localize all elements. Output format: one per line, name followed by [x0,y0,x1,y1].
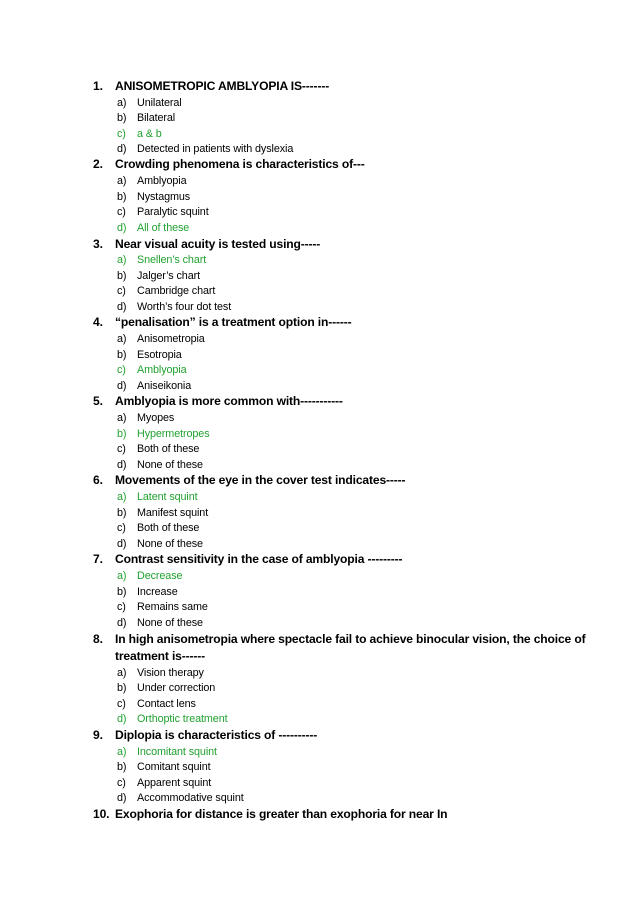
question-number: 3. [93,237,103,251]
option-letter: c) [117,128,126,140]
question-number: 10. [93,807,110,821]
option-4c-correct [117,363,187,377]
option-8c [117,697,196,711]
option-letter: d) [117,459,127,471]
option-text: Comitant squint [137,761,211,773]
option-3d [117,300,231,314]
option-1a [117,96,182,110]
option-text: None of these [137,459,203,471]
option-text: Accommodative squint [137,792,244,804]
option-text: Decrease [137,570,183,582]
option-letter: a) [117,570,127,582]
option-letter: a) [117,491,127,503]
option-5a [117,411,174,425]
question-8 [93,631,608,665]
option-text: Contact lens [137,698,196,710]
option-3b [117,269,200,283]
option-letter: b) [117,586,127,598]
option-text: Jalger’s chart [137,270,201,282]
option-4d [117,379,191,393]
option-text: Amblyopia [137,175,187,187]
question-text: Near visual acuity is tested using----- [115,237,321,251]
option-text: Snellen’s chart [137,254,207,266]
option-text: Amblyopia [137,364,187,376]
question-number: 7. [93,552,103,566]
option-letter: a) [117,667,127,679]
option-letter: d) [117,617,127,629]
option-7d [117,616,203,630]
option-3a-correct [117,253,206,267]
option-4a [117,332,205,346]
option-9b [117,760,211,774]
option-letter: c) [117,285,126,297]
question-9 [93,726,608,744]
option-letter: a) [117,175,127,187]
option-2a [117,174,187,188]
option-4b [117,348,182,362]
question-number: 9. [93,728,103,742]
question-6 [93,471,608,489]
option-1d [117,142,293,156]
option-text: Worth’s four dot test [137,301,232,313]
option-text: Remains same [137,601,208,613]
option-text: Vision therapy [137,667,204,679]
option-letter: c) [117,443,126,455]
option-1c-correct [117,127,162,141]
question-number: 5. [93,394,103,408]
option-letter: b) [117,507,127,519]
option-letter: c) [117,206,126,218]
question-text: ANISOMETROPIC AMBLYOPIA IS------- [115,79,330,93]
option-text: Apparent squint [137,777,212,789]
option-text: Nystagmus [137,191,191,203]
option-text: Anisometropia [137,333,205,345]
option-letter: b) [117,761,127,773]
option-text: a & b [137,128,162,140]
option-letter: a) [117,746,127,758]
question-number: 6. [93,473,103,487]
question-text: Crowding phenomena is characteristics of--- [115,157,365,171]
question-number: 2. [93,157,103,171]
question-text: Contrast sensitivity in the case of amblyopia --------- [115,552,403,566]
option-letter: a) [117,254,127,266]
option-text: Under correction [137,682,216,694]
option-text: Myopes [137,412,175,424]
option-letter: d) [117,143,127,155]
option-letter: b) [117,191,127,203]
option-text: Esotropia [137,349,182,361]
question-number: 8. [93,632,103,646]
option-text: Paralytic squint [137,206,209,218]
option-6d [117,537,203,551]
option-text: Both of these [137,522,200,534]
option-text: None of these [137,538,203,550]
option-5b-correct [117,427,210,441]
option-2c [117,205,209,219]
option-letter: c) [117,777,126,789]
question-3 [93,235,608,253]
option-letter: a) [117,412,127,424]
option-5c [117,442,199,456]
question-text: In high anisometropia where spectacle fail to achieve binocular vision, the choice of treatment is------ [115,632,586,663]
option-letter: b) [117,428,127,440]
option-letter: c) [117,698,126,710]
question-number: 1. [93,79,103,93]
question-5 [93,392,608,410]
option-2d-correct [117,221,189,235]
option-7b [117,585,178,599]
option-6c [117,521,199,535]
option-7c [117,600,208,614]
option-letter: d) [117,792,127,804]
option-text: Orthoptic treatment [137,713,228,725]
option-3c [117,284,215,298]
question-number: 4. [93,315,103,329]
option-letter: c) [117,601,126,613]
option-letter: b) [117,270,127,282]
option-letter: a) [117,333,127,345]
option-letter: b) [117,112,127,124]
option-letter: b) [117,349,127,361]
option-letter: d) [117,301,127,313]
question-10 [93,805,608,823]
question-2 [93,155,608,173]
option-letter: c) [117,364,126,376]
option-letter: d) [117,538,127,550]
option-text: Bilateral [137,112,176,124]
question-text: Diplopia is characteristics of ---------- [115,728,318,742]
option-1b [117,111,175,125]
option-8d-correct [117,712,228,726]
question-text: “penalisation” is a treatment option in------ [115,315,352,329]
option-letter: a) [117,97,127,109]
option-2b [117,190,190,204]
option-text: Incomitant squint [137,746,217,758]
question-text: Exophoria for distance is greater than exophoria for near In [115,807,448,821]
option-text: Latent squint [137,491,198,503]
question-4 [93,313,608,331]
question-text: Movements of the eye in the cover test indicates----- [115,473,406,487]
option-6b [117,506,208,520]
option-text: Hypermetropes [137,428,210,440]
option-6a-correct [117,490,198,504]
option-5d [117,458,203,472]
option-text: Detected in patients with dyslexia [137,143,294,155]
option-text: None of these [137,617,203,629]
question-1 [93,77,608,95]
option-letter: c) [117,522,126,534]
option-8b [117,681,215,695]
option-letter: b) [117,682,127,694]
option-text: Unilateral [137,97,182,109]
option-8a [117,666,204,680]
option-letter: d) [117,380,127,392]
option-text: Manifest squint [137,507,209,519]
option-9d [117,791,244,805]
option-9a-correct [117,745,217,759]
question-text: Amblyopia is more common with----------- [115,394,343,408]
option-text: All of these [137,222,190,234]
option-text: Increase [137,586,178,598]
option-text: Cambridge chart [137,285,216,297]
option-9c [117,776,211,790]
question-7 [93,550,608,568]
option-letter: d) [117,713,127,725]
option-text: Aniseikonia [137,380,192,392]
option-letter: d) [117,222,127,234]
option-text: Both of these [137,443,200,455]
option-7a-correct [117,569,182,583]
